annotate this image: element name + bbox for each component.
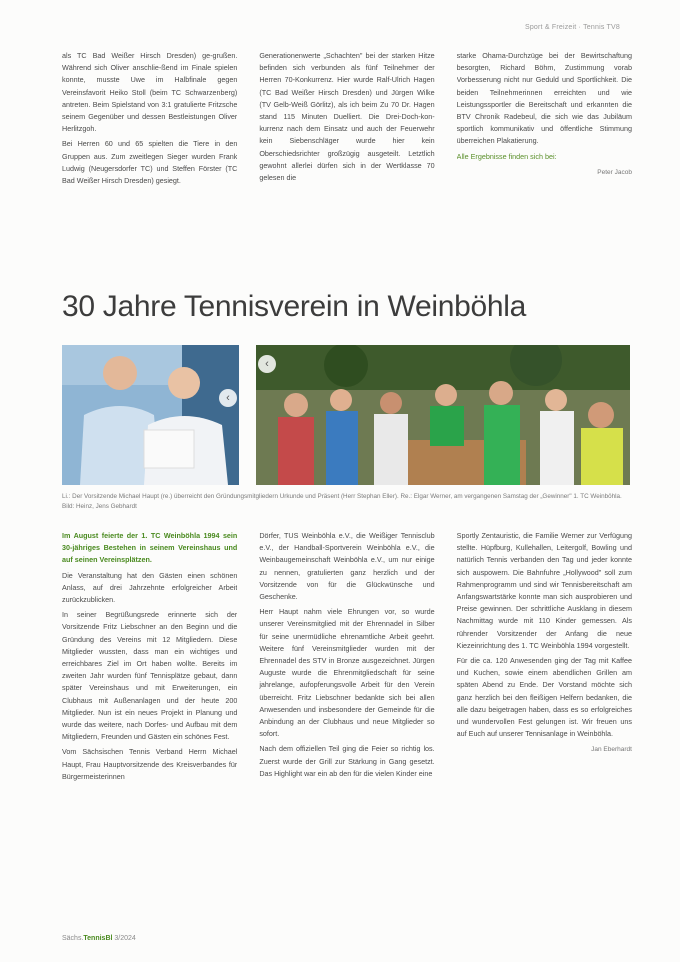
chevron-left-icon[interactable]: ‹ — [258, 355, 276, 373]
top-article — [62, 50, 632, 190]
paragraph: In seiner Begrüßungsrede erinnerte sich der Vorsitzende Fritz Liebschner an den Beginn und die Gründung des Vereins mit 12 Mitgliedern. Diese Mitglieder wussten, dass man ein wichtiges und erreichbares Ziel im Ort haben wollte. Bereits im zweiten Jahr wurden fünf Tennisplätze gebaut, dann später Vereinshaus und mit Erweiterungen, ein Clubhaus mit Außenanlagen und der heute 200 Mitglieder. Nun ist ein neues Projekt in Planung und wurde das weitere, nach Dorfes- und Aufbau mit dem Mitgliedern, Freunden und Gästen ein schönes Fest. — [62, 610, 238, 742]
photo-group-ceremony — [256, 345, 630, 485]
results-link[interactable]: Alle Ergebnisse finden sich bei: — [456, 151, 557, 161]
paragraph: Im August feierte der 1. TC Weinböhla 1994 sein 30-jähriges Bestehen in seinem Vereinshaus und auf seinen Vereinsplätzen. — [62, 531, 238, 565]
running-head: Sport & Freizeit · Tennis TV8 — [524, 24, 620, 31]
chevron-left-icon[interactable]: ‹ — [219, 389, 237, 407]
paragraph: Generationenwerte „Schachten" bei der starken Hitze befinden sich verbunden als fünf Teilnehmer der Herren 70-Konkurrenz. Hier wurde Ralf-Ulrich Hagen (TC Bad Weißer Hirsch Dresden) und Jürgen Wilke (TV Gelb-Weiß Görlitz), als ich beim Zu 70 Dr. Hagen stand 115 Minuten Duelliert. Die Drei-Doch-kon-kurrenz nach dem Einsatz und auch der Feuerwehr kein Siebenschläger wurde hier kein Oberschiedsrichter großzügig ausgeteilt. Letztlich gewohnt allerlei dürfen sich in der Wertklasse 70 gelesen die — [259, 51, 435, 183]
top-col-2 — [259, 50, 434, 190]
page-footer — [62, 935, 136, 942]
paragraph: starke Ohama-Durchzüge bei der Bewirtschaftung besorgten, Richard Böhm, Zustimmung vorab Vorbesserung nicht nur Geduld und Sportlichkeit. Die beiden Teilnehmerinnen erreichten und wie Leistungssportler die Bereitschaft und erkannten die BTV Chronik Radebeul, die sich wie das Jubiläum sportlich kommunikativ und öffentliche Stimmung überreichen Plakatierung. — [456, 51, 632, 146]
author-signature: Peter Jacob — [597, 168, 632, 176]
article-headline: 30 Jahre Tennisverein in Weinböhla — [62, 290, 526, 323]
paragraph: als TC Bad Weißer Hirsch Dresden) ge-grußen. Während sich Oliver anschlie-ßend im Finale spielen konnte, musste Uwe im Halbfinale gegen Vereinsfavorit Heiko Stoll (beim TC Schwarzenberg) antreten. Beim Spielstand von 3:1 gratulierte Fritzsche seinem Gegenüber und dessen Bestleistungen Oliver Herlitzgoh. — [62, 51, 238, 134]
footer-prefix: Sächs. — [62, 935, 84, 942]
bottom-article — [62, 530, 632, 786]
bottom-col-3 — [457, 530, 632, 786]
top-col-3 — [457, 50, 632, 190]
paragraph: Für die ca. 120 Anwesenden ging der Tag mit Kaffee und Kuchen, sowie einem abendlichen Grillen am späten Abend zu Ende. Der Vorstand möchte sich ganz herzlich bei den fleißigen Helfern bedanken, die alle dazu beigetragen haben, dass es so erfolgreiches und wundervollen Fest gelungen ist. Wir freuen uns auf Euch auf unserer Tennisanlage in Weinböhla. — [456, 656, 632, 739]
author-signature: Jan Eberhardt — [591, 746, 632, 754]
paragraph: Bei Herren 60 und 65 spielten die Tiere in den Gruppen aus. Zum zweitlegen Sieger wurden Frank Ludwig (Neugersdorfer TC) und Steffen Förster (TC Bad Weißer Hirsch Dresden) gesiegt. — [62, 139, 238, 186]
footer-brand: TennisBl — [83, 935, 113, 942]
paragraph: Nach dem offiziellen Teil ging die Feier so richtig los. Zuerst wurde der Grill zur Stärkung in Gang gesetzt. Das Highlight war ein ab den für die vielen Kinder eine — [259, 744, 435, 778]
bottom-col-2 — [259, 530, 434, 786]
footer-issue: 3/2024 — [114, 935, 136, 942]
photo-caption: Li.: Der Vorsitzende Michael Haupt (re.) überreicht den Gründungsmitgliedern Urkunde und Präsent (Herr Stephan Eller). Re.: Elgar Werner, am vergangenen Samstag der „Gewinner" 1. TC Weinböhla. Bild: Heinz, Jens Gebhardt — [62, 493, 622, 510]
bottom-col-1 — [62, 530, 237, 786]
paragraph: Sportly Zentauristic, die Familie Werner zur Verfügung stellte. Hüpfburg, Kullehallen, Leitergolf, Bowling und natürlich Tennis verbanden den Tag und jeder konnte sich auspowern. Die Bahnfuhre „Hollywood" soll zum Rahmenprogramm und sind wir Tennisbereitschaft am Anfangswartstärke konnte man sich ausprobieren und Preise gewinnen. Der schrittliche Ausklang in diesem Nachmittag wurde mit 110 Kinder gemessen. Als rührender Vorsitzender der Anfang die neue Kiezeinrichtung des 1. TC Weinböhla 1994 vorgestellt. — [456, 531, 632, 650]
photo-officials — [62, 345, 239, 485]
paragraph: Dörfer, TUS Weinböhla e.V., die Weißiger Tennisclub e.V., der Handball-Sportverein Weinböhla e.V., die Weinbaugemeinschaft Weinböhla e.V., um nur einige zu nennen, gratulierten ganz herzlich und der Vorsitzende von für die Glückwünsche und Geschenke. — [259, 531, 435, 602]
paragraph: Herr Haupt nahm viele Ehrungen vor, so wurde unserer Vereinsmitglied mit der Ehrennadel in Silber für seine unermüdliche ehrenamtliche Arbeit geehrt. Weitere fünf Vereinsmitglieder wurden mit der Ehrennadel des STV in Bronze ausgezeichnet. Jürgen Auguste wurde die Ehrenmitgliedschaft für seine jahrelange, aufopferungsvolle Arbeit für den Verein überreicht. Fritz Liebschner bedankte sich bei allen Anwesenden und insbesondere der Gemeinde für die Anbindung an der Clubhaus und neue Mitglieder so sofort. — [259, 607, 435, 739]
top-col-1 — [62, 50, 237, 190]
paragraph: Vom Sächsischen Tennis Verband Herrn Michael Haupt, Frau Hauptvorsitzende des Kreisverbandes für Bürgermeisterinnen — [62, 747, 238, 781]
paragraph: Die Veranstaltung hat den Gästen einen schönen Anlass, auf drei Jahrzehnte erfolgreicher Arbeit zurückzublicken. — [62, 570, 238, 605]
